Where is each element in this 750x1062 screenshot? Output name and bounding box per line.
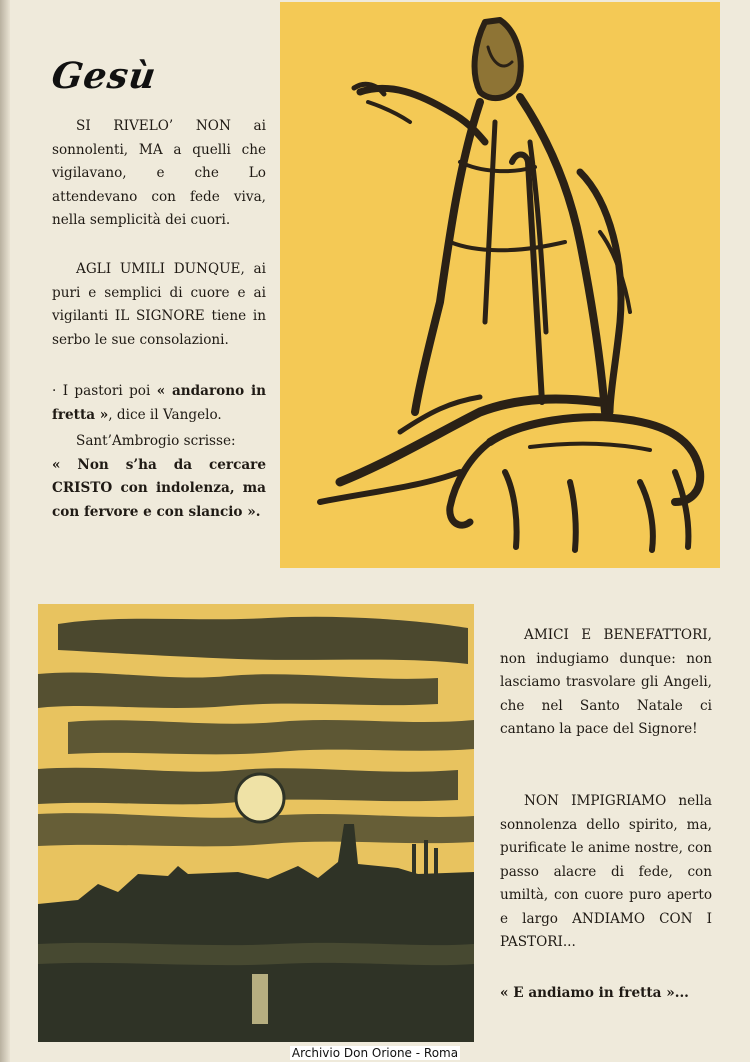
left-paragraph-4 (52, 430, 266, 524)
ambrogio-quote: « Non s’ha da cercare CRISTO con indolenza, ma con fervore e con slancio ». (52, 456, 266, 520)
left-paragraph-2-text: AGLI UMILI DUNQUE, ai puri e semplici di cuore e ai vigilanti IL SIGNORE tiene in serbo le sue consolazioni. (52, 261, 266, 348)
shepherd-illustration (280, 2, 720, 568)
left-paragraph-3 (52, 380, 266, 427)
ambrogio-line: Sant’Ambrogio scrisse: (76, 433, 236, 449)
paragraph-3-bold: « andarono in fretta » (52, 383, 266, 423)
left-paragraph-1 (52, 115, 266, 233)
left-paragraph-1-text: SI RIVELO’ NON ai sonnolenti, MA a quelli che vigilavano, e che Lo attendevano con fede viva, nella semplicità dei cuori. (52, 118, 266, 228)
right-paragraph-2-text: NON IMPIGRIAMO nella sonnolenza dello spirito, ma, purificate le anime nostre, con passo alacre di fede, con umiltà, con cuore puro aperto e largo ANDIAMO CON I PASTORI... (500, 793, 712, 950)
paragraph-3-suffix: , dice il Vangelo. (108, 406, 222, 423)
page-title: Gesù (49, 55, 160, 97)
right-closing (500, 982, 712, 1006)
binding-spine (0, 0, 10, 1062)
left-paragraph-2 (52, 258, 266, 352)
paragraph-3-prefix: · I pastori poi (52, 383, 157, 399)
night-landscape-illustration (38, 604, 474, 1042)
right-paragraph-2 (500, 790, 712, 955)
right-paragraph-1 (500, 624, 712, 742)
right-paragraph-1-text: AMICI E BENEFATTORI, non indugiamo dunque: non lasciamo trasvolare gli Angeli, che nel Santo Natale ci cantano la pace del Signore! (500, 627, 712, 737)
closing-quote: « E andiamo in fretta »... (500, 985, 689, 1001)
archive-footer-text: Archivio Don Orione - Roma (291, 1046, 459, 1060)
archive-footer (0, 1045, 750, 1062)
left-paragraph-3-text (52, 380, 266, 427)
